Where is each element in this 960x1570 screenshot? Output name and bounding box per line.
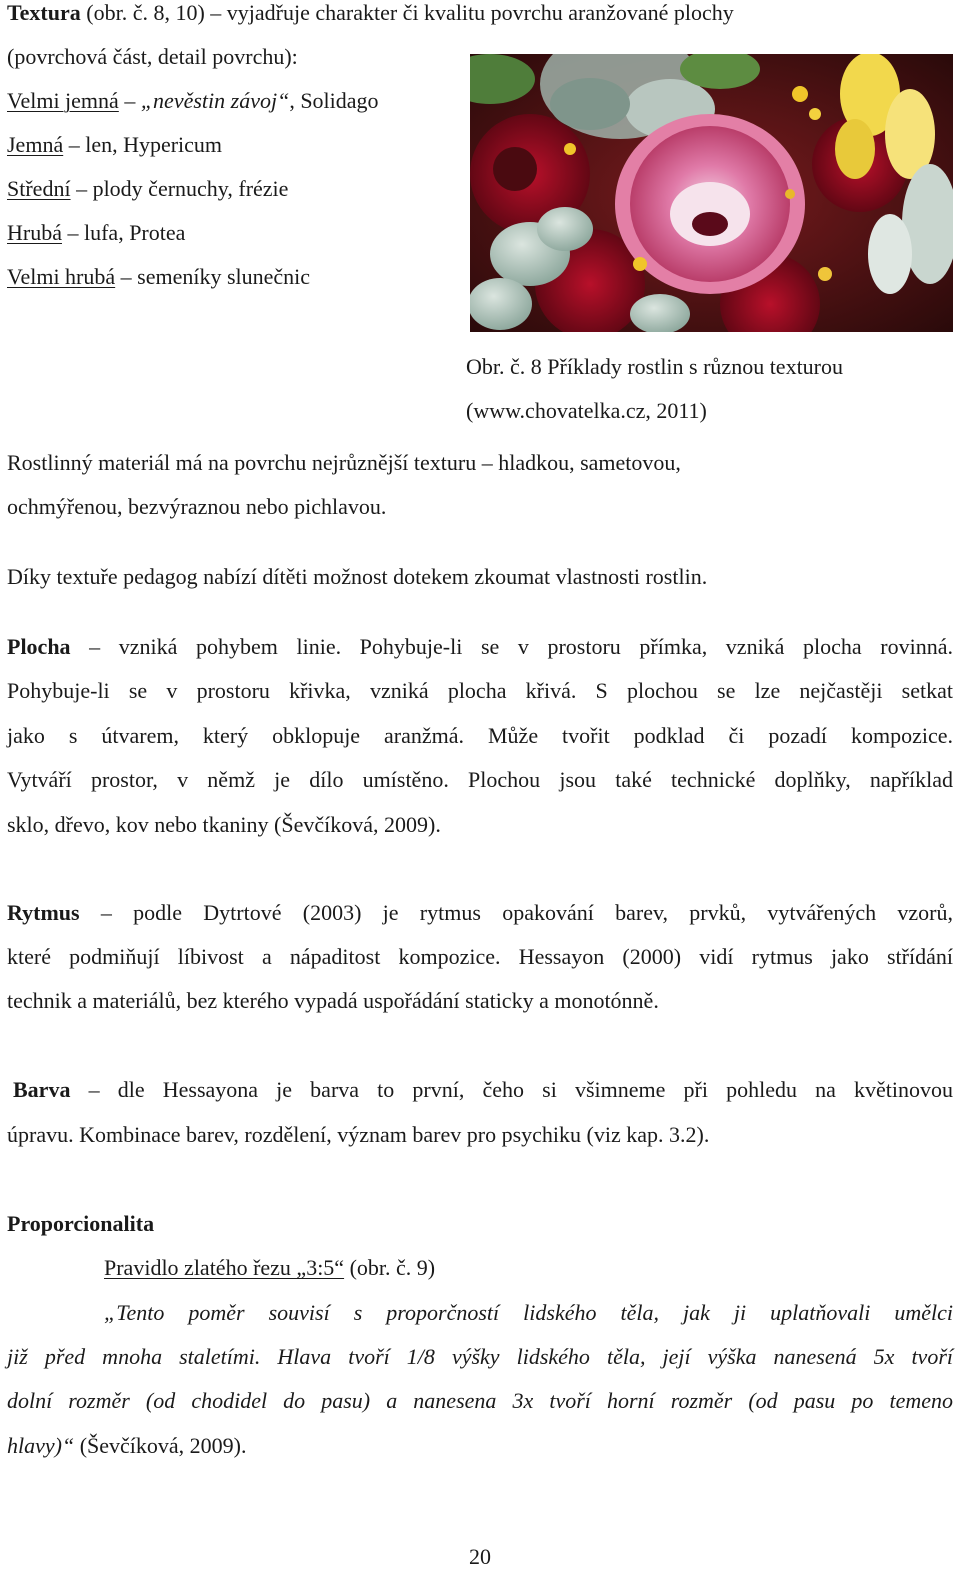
- grade-example: lufa, Protea: [83, 220, 186, 245]
- quote-line-3: dolní rozměr (od chodidel do pasu) a nanesena 3x tvoří horní rozměr (od pasu po temeno: [7, 1388, 953, 1413]
- grade-label: Jemná: [7, 132, 64, 157]
- grade-label: Střední: [7, 176, 71, 201]
- texture-teacher-text: Díky textuře pedagog nabízí dítěti možnost dotekem zkoumat vlastnosti rostlin.: [7, 564, 708, 589]
- grade-label: Velmi jemná: [7, 88, 119, 113]
- rytmus-line-1: [7, 902, 953, 924]
- rytmus-line-3: technik a materiálů, bez kterého vypadá uspořádání staticky a monotónně.: [7, 988, 659, 1013]
- grade-sep: –: [61, 220, 84, 245]
- rytmus-title: Rytmus: [7, 900, 80, 925]
- quote-line-4: [7, 1435, 247, 1457]
- plant-material-text-1: Rostlinný materiál má na povrchu nejrůznější texturu – hladkou, sametovou,: [7, 450, 681, 475]
- plocha-line-2: Pohybuje-li se v prostoru křivka, vzniká plocha křivá. S plochou se lze nejčastěji setkat: [7, 678, 953, 703]
- texture-title: Textura: [7, 0, 81, 25]
- plocha-line-5: sklo, dřevo, kov nebo tkaniny (Ševčíková, 2009).: [7, 812, 441, 837]
- barva-line-2: úpravu. Kombinace barev, rozdělení, význam barev pro psychiku (viz kap. 3.2).: [7, 1122, 710, 1147]
- texture-grade-fine: [7, 134, 222, 156]
- texture-grade-very-coarse: [7, 266, 310, 288]
- plocha-line-4: Vytváří prostor, v němž je dílo umístěno. Plochou jsou také technické doplňky, například: [7, 767, 953, 792]
- grade-sep: –: [118, 88, 141, 113]
- grade-sep: –: [115, 264, 138, 289]
- grade-example: plody černuchy, frézie: [92, 176, 289, 201]
- texture-grade-very-fine: [7, 90, 379, 112]
- grade-example: len, Hypericum: [85, 132, 223, 157]
- quote-citation: (Ševčíková, 2009).: [74, 1433, 247, 1458]
- rytmus-text: – podle Dytrtové (2003) je rytmus opakování barev, prvků, vytvářených vzorů,: [79, 900, 953, 925]
- figure-source: (www.chovatelka.cz, 2011): [466, 398, 707, 423]
- quote-line-1: „Tento poměr souvisí s proporčností lidského těla, jak ji uplatňovali umělci: [104, 1300, 953, 1325]
- plocha-title: Plocha: [7, 634, 71, 659]
- plant-material-text-2: ochmýřenou, bezvýraznou nebo pichlavou.: [7, 494, 387, 519]
- quote-end: hlavy)“: [7, 1433, 75, 1458]
- figure-caption: Obr. č. 8 Příklady rostlin s různou texturou: [466, 354, 844, 379]
- texture-intro-line: [7, 2, 734, 24]
- golden-ratio-label: Pravidlo zlatého řezu „3:5“: [104, 1255, 345, 1280]
- grade-label: Velmi hrubá: [7, 264, 116, 289]
- barva-text: – dle Hessayona je barva to první, čeho si všimneme při pohledu na květinovou: [70, 1077, 953, 1102]
- proporcionalita-title: [7, 1213, 154, 1235]
- quote-line-2: již před mnoha staletími. Hlava tvoří 1/8 výšky lidského těla, její výška nanesená 5x tvoří: [7, 1344, 953, 1369]
- golden-ratio-ref: (obr. č. 9): [344, 1255, 436, 1280]
- rytmus-line-2: které podmiňují líbivost a nápaditost kompozice. Hessayon (2000) vidí rytmus jako střídání: [7, 944, 953, 969]
- grade-sep: –: [70, 176, 93, 201]
- plocha-line-3: jako s útvarem, který obklopuje aranžmá. Může tvořit podklad či pozadí kompozice.: [7, 723, 953, 748]
- flower-photo-illustration: [470, 54, 953, 332]
- plocha-text: – vzniká pohybem linie. Pohybuje-li se v prostoru přímka, vzniká plocha rovinná.: [70, 634, 953, 659]
- texture-grade-medium: [7, 178, 288, 200]
- grade-label: Hrubá: [7, 220, 62, 245]
- barva-line-1: [13, 1079, 953, 1101]
- grade-example: semeníky slunečnic: [137, 264, 311, 289]
- flower-photo: [470, 54, 953, 332]
- texture-grade-coarse: [7, 222, 185, 244]
- texture-intro-cont: (povrchová část, detail povrchu):: [7, 44, 298, 69]
- golden-ratio-rule: [104, 1257, 435, 1279]
- plocha-line-1: [7, 636, 953, 658]
- texture-intro: (obr. č. 8, 10) – vyjadřuje charakter či kvalitu povrchu aranžované plochy: [80, 0, 734, 25]
- grade-sep: –: [63, 132, 86, 157]
- grade-example-italic: „nevěstin závoj“: [140, 88, 290, 113]
- proporcionalita-title-text: Proporcionalita: [7, 1211, 155, 1236]
- barva-title: Barva: [13, 1077, 71, 1102]
- page-number: 20: [469, 1544, 491, 1569]
- grade-example: , Solidago: [289, 88, 379, 113]
